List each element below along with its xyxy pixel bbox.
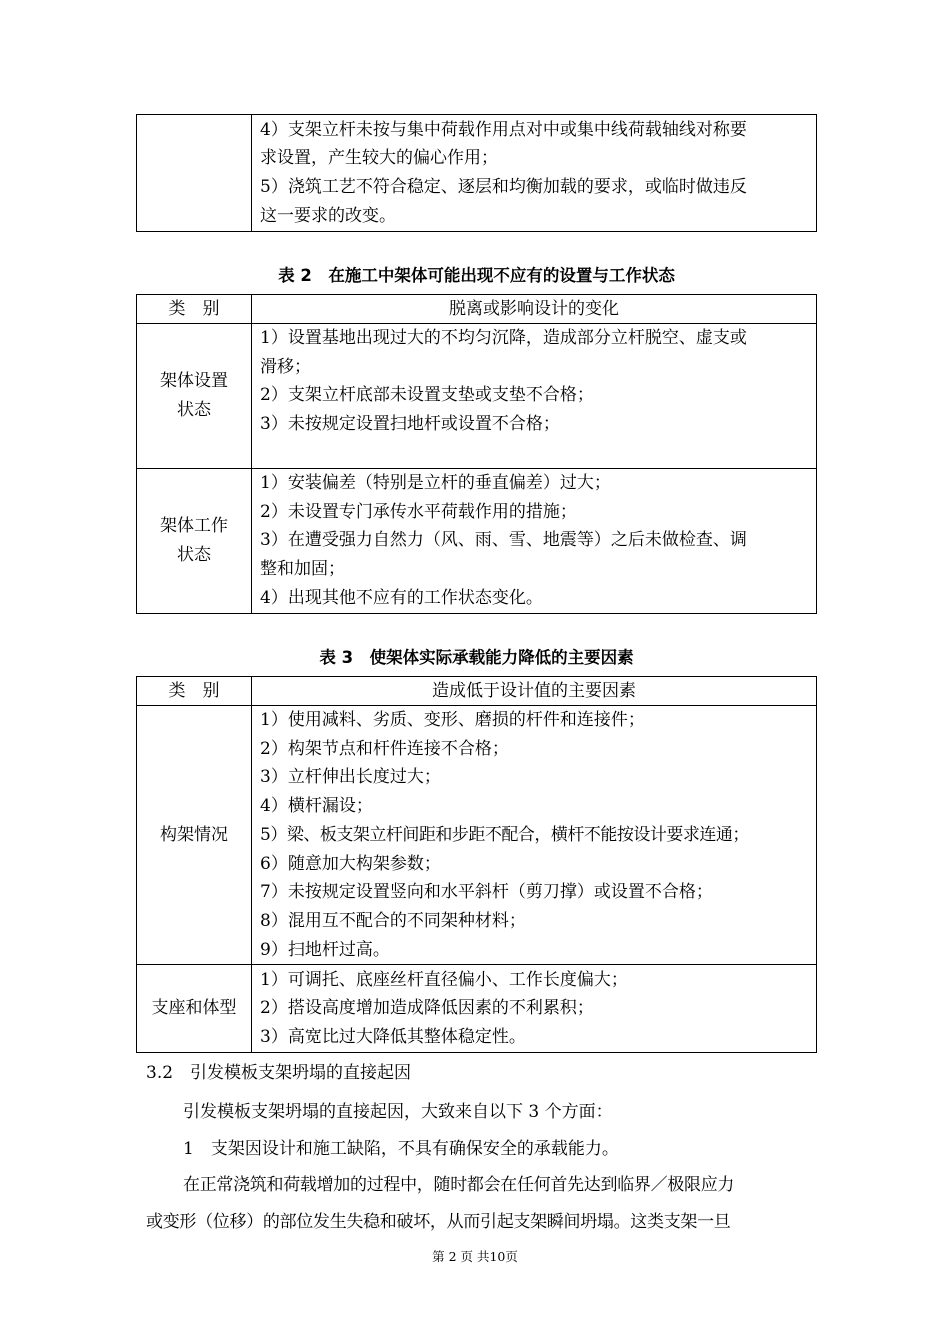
content-cell <box>252 115 817 232</box>
category-line: 状态 <box>177 544 211 565</box>
header-category: 类 别 <box>137 677 252 706</box>
table-header-row <box>137 295 817 324</box>
content-line: 3）高宽比过大降低其整体稳定性。 <box>260 1027 526 1048</box>
content-line: 3）在遭受强力自然力（风、雨、雪、地震等）之后未做检查、调 <box>260 530 747 551</box>
category-line: 状态 <box>177 400 211 420</box>
content-line: 1）使用减料、劣质、变形、磨损的杆件和连接件； <box>260 710 645 730</box>
content-line: 2）构架节点和杆件连接不合格； <box>260 738 509 759</box>
content-line: 求设置，产生较大的偏心作用； <box>260 148 498 169</box>
content-line: 4）出现其他不应有的工作状态变化。 <box>260 587 543 608</box>
content-line: 2）搭设高度增加造成降低因素的不利累积； <box>260 998 594 1019</box>
content-cell <box>252 706 817 965</box>
category-cell <box>137 706 252 965</box>
content-line: 2）支架立杆底部未设置支垫或支垫不合格； <box>260 385 594 406</box>
content-cell <box>252 469 817 614</box>
category-cell <box>137 469 252 614</box>
table3 <box>136 676 817 1053</box>
category-line: 支座和体型 <box>151 998 237 1019</box>
category-line: 架体设置 <box>160 371 228 392</box>
content-line: 7）未按规定设置竖向和水平斜杆（剪刀撑）或设置不合格； <box>260 882 713 903</box>
table-row <box>137 706 817 965</box>
category-cell <box>137 324 252 469</box>
header-content: 脱离或影响设计的变化 <box>252 295 817 324</box>
table-row <box>137 469 817 614</box>
content-line: 5）梁、板支架立杆间距和步距不配合，横杆不能按设计要求连通； <box>260 824 749 845</box>
content-line: 1）可调托、底座丝杆直径偏小、工作长度偏大； <box>260 969 628 990</box>
content-cell <box>252 965 817 1053</box>
section-heading: 3.2 引发模板支架坍塌的直接起因 <box>146 1063 412 1083</box>
paragraph: 在正常浇筑和荷载增加的过程中，随时都会在任何首先达到临界／极限应力 <box>183 1175 735 1195</box>
content-line: 1）安装偏差（特别是立杆的垂直偏差）过大； <box>260 473 611 493</box>
content-cell <box>252 324 817 469</box>
content-line: 滑移； <box>260 356 311 377</box>
paragraph: 引发模板支架坍塌的直接起因，大致来自以下 3 个方面： <box>183 1102 613 1122</box>
table-row <box>137 324 817 469</box>
category-line: 架体工作 <box>160 516 228 537</box>
content-line: 整和加固； <box>260 559 345 580</box>
table1-continuation <box>136 114 817 232</box>
table-header-row <box>137 677 817 706</box>
content-line: 6）随意加大构架参数； <box>260 853 441 874</box>
content-line: 4）支架立杆未按与集中荷载作用点对中或集中线荷载轴线对称要 <box>260 119 747 140</box>
content-line: 9）扫地杆过高。 <box>260 939 390 960</box>
table2 <box>136 294 817 614</box>
content-line: 8）混用互不配合的不同架种材料； <box>260 910 526 931</box>
content-line: 3）未按规定设置扫地杆或设置不合格； <box>260 414 560 435</box>
content-line: 5）浇筑工艺不符合稳定、逐层和均衡加载的要求，或临时做违反 <box>260 177 747 197</box>
header-category: 类 别 <box>137 295 252 324</box>
content-line: 1）设置基地出现过大的不均匀沉降，造成部分立杆脱空、虚支或 <box>260 328 747 348</box>
paragraph: 或变形（位移）的部位发生失稳和破坏，从而引起支架瞬间坍塌。这类支架一旦 <box>146 1212 731 1232</box>
table3-caption: 表 3 使架体实际承载能力降低的主要因素 <box>319 648 634 667</box>
content-line: 这一要求的改变。 <box>260 205 396 226</box>
table2-caption: 表 2 在施工中架体可能出现不应有的设置与工作状态 <box>278 266 675 285</box>
page-footer: 第 2 页 共10页 <box>432 1249 518 1264</box>
table-row <box>137 115 817 232</box>
table-row <box>137 965 817 1053</box>
category-cell-empty <box>137 115 252 232</box>
content-line: 2）未设置专门承传水平荷载作用的措施； <box>260 501 577 522</box>
content-line: 4）横杆漏设； <box>260 796 373 817</box>
category-cell <box>137 965 252 1053</box>
paragraph: 1 支架因设计和施工缺陷，不具有确保安全的承载能力。 <box>183 1139 619 1159</box>
category-line: 构架情况 <box>160 824 228 845</box>
content-line: 3）立杆伸出长度过大； <box>260 767 441 788</box>
header-content: 造成低于设计值的主要因素 <box>252 677 817 706</box>
